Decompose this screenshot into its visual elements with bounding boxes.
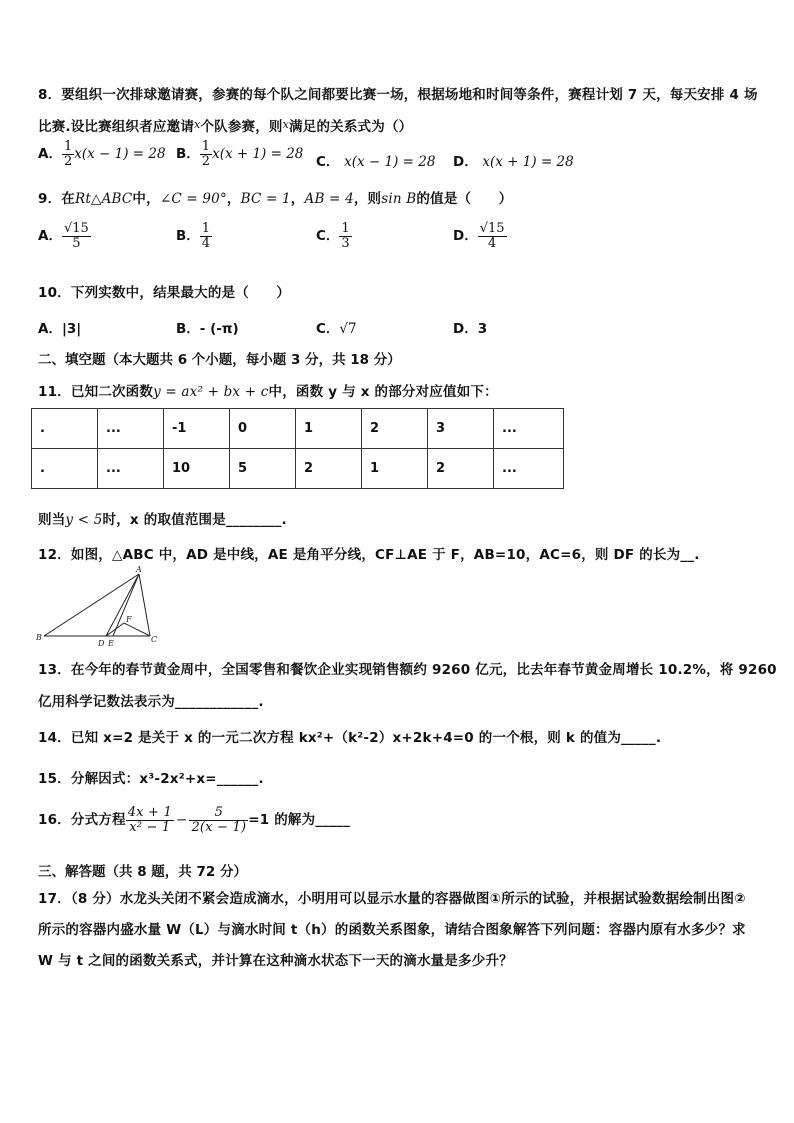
q9-option-a [38, 222, 91, 250]
option-label: B． [176, 146, 200, 163]
option-label: A． [38, 146, 62, 163]
q9-stem-part: ， [290, 191, 305, 207]
q14-stem: 14．已知 x=2 是关于 x 的一元二次方程 kx²+（k²-2）x+2k+4=0 的一个根，则 k 的值为_____. [38, 730, 662, 746]
section-fill-in-heading: 二、填空题（本大题共 6 个小题，每小题 3 分，共 18 分） [38, 352, 401, 368]
q12-stem: 12．如图，△ABC 中，AD 是中线，AE 是角平分线，CF⊥AE 于 F，AB=10，AC=6，则 DF 的长为__. [38, 547, 700, 563]
frac-num: 1 [201, 139, 211, 154]
table-cell: ... [98, 409, 164, 449]
q16-stem-part: =1 的解为_____ [248, 812, 351, 829]
table-row [32, 409, 564, 449]
q16-stem [38, 806, 350, 834]
q9-stem-part: 的值是（ ） [416, 191, 513, 207]
q11-stem [38, 380, 498, 400]
option-value: √7 [339, 321, 357, 337]
frac-num: 1 [201, 221, 211, 236]
q8-option-b [176, 140, 303, 168]
label-e: E [108, 639, 114, 648]
q9-stem-part: 9．在 [38, 191, 75, 207]
table-row [32, 449, 564, 489]
q10-option-b [176, 317, 239, 337]
segment-cf [124, 623, 150, 636]
table-cell: 5 [230, 449, 296, 489]
q8-option-a [38, 140, 166, 168]
table-cell: 2 [428, 449, 494, 489]
table-cell: ... [494, 449, 564, 489]
table-cell: . [32, 449, 98, 489]
option-expr: x(x + 1) = 28 [212, 146, 304, 163]
q9-option-b [176, 222, 212, 250]
option-label: C． [316, 321, 340, 337]
label-b: B [36, 633, 42, 642]
q10-option-c [316, 317, 357, 337]
option-label: B． [176, 228, 200, 245]
frac-num: √15 [63, 221, 89, 236]
table-cell: -1 [164, 409, 230, 449]
frac-num: 1 [341, 221, 350, 236]
label-f: F [126, 615, 132, 624]
option-expr: x(x − 1) = 28 [74, 146, 166, 163]
option-label: D． [453, 321, 478, 337]
segment-ac [139, 574, 150, 636]
q12-triangle-figure [36, 566, 166, 648]
q8-var: x [194, 118, 201, 131]
segment-ae [113, 574, 139, 636]
option-label: B． [176, 321, 200, 337]
q13-line2: 亿用科学记数法表示为____________. [38, 694, 264, 710]
q8-stem-line2 [38, 115, 412, 135]
q11-tail [38, 508, 287, 528]
option-value: |3| [61, 321, 82, 337]
frac-num: √15 [479, 221, 505, 236]
q8-stem-part: 个队参赛，则 [200, 119, 283, 135]
label-d: D [98, 639, 105, 648]
table-cell: 2 [296, 449, 362, 489]
frac-num: 4x + 1 [127, 805, 172, 820]
label-c: C [151, 635, 158, 644]
q10-option-d [453, 317, 487, 337]
q8-option-c [316, 150, 435, 170]
minus-sign: − [175, 812, 188, 829]
q8-var: x [282, 118, 290, 131]
segment-df [106, 623, 124, 636]
table-cell: ... [98, 449, 164, 489]
segment-ad [106, 574, 139, 636]
q9-stem-part: 中， [132, 191, 160, 207]
q8-stem-part: 满足的关系式为（） [289, 119, 413, 135]
frac-den: 4 [201, 235, 211, 251]
q9-stem-part: ，则 [353, 191, 382, 207]
q11-value-table [31, 408, 564, 489]
q17-line3: W 与 t 之间的函数关系式，并计算在这种滴水状态下一天的滴水量是多少升？ [38, 953, 513, 969]
option-label: A． [38, 321, 62, 337]
q10-option-a [38, 317, 81, 337]
q13-line1: 13．在今年的春节黄金周中，全国零售和餐饮企业实现销售额约 9260 亿元，比去年春节黄金周增长 10.2%，将 9260 [38, 662, 777, 678]
q9-angle: ∠C = 90° [159, 191, 227, 207]
q11-tail-expr: y < 5 [65, 512, 103, 528]
section-answer-heading: 三、解答题（共 8 题，共 72 分） [38, 864, 247, 880]
frac-den: 2(x − 1) [191, 819, 247, 835]
option-label: D． [453, 228, 478, 245]
q8-option-d [453, 150, 574, 170]
table-cell: . [32, 409, 98, 449]
option-expr: x(x − 1) = 28 [344, 154, 436, 170]
q9-ab: AB = 4 [304, 191, 354, 207]
q8-stem-part: 比赛.设比赛组织者应邀请 [38, 119, 195, 135]
option-label: C． [316, 154, 340, 170]
q9-sin: sin B [381, 191, 417, 207]
table-cell: 1 [296, 409, 362, 449]
q15-stem: 15．分解因式：x³-2x²+x=______. [38, 771, 264, 787]
frac-den: 5 [72, 235, 81, 251]
option-value: - (-π) [199, 321, 239, 337]
frac-num: 5 [189, 806, 248, 821]
q11-stem-part: 中，函数 y 与 x 的部分对应值如下： [268, 384, 498, 400]
frac-den: x² − 1 [129, 819, 171, 835]
option-expr: x(x + 1) = 28 [482, 154, 574, 170]
table-cell: 1 [362, 449, 428, 489]
option-label: A． [38, 228, 62, 245]
q9-bc: BC = 1 [240, 191, 291, 207]
q10-stem: 10．下列实数中，结果最大的是（ ） [38, 285, 291, 301]
q9-option-c [316, 222, 352, 250]
q8-stem-line1: 8．要组织一次排球邀请赛，参赛的每个队之间都要比赛一场，根据场地和时间等条件，赛程计划 7 天，每天安排 4 场 [38, 87, 758, 103]
q9-option-d [453, 222, 507, 250]
frac-den: 2 [63, 153, 73, 169]
frac-den: 3 [341, 235, 350, 251]
q9-triangle: Rt△ABC [75, 191, 133, 207]
segment-ab [44, 574, 139, 636]
q11-expr: y = ax² + bx + c [153, 384, 269, 400]
q11-stem-part: 11．已知二次函数 [38, 384, 154, 400]
table-cell: ... [494, 409, 564, 449]
q11-tail-part: 则当 [38, 512, 66, 528]
table-cell: 2 [362, 409, 428, 449]
table-cell: 0 [230, 409, 296, 449]
frac-den: 4 [487, 235, 497, 251]
q11-tail-part: 时，x 的取值范围是________. [102, 512, 287, 528]
frac-den: 2 [201, 153, 211, 169]
q16-stem-part: 16．分式方程 [38, 812, 126, 829]
q17-line2: 所示的容器内盛水量 W（L）与滴水时间 t（h）的函数关系图象，请结合图象解答下列问题：容器内原有水多少？求 [38, 922, 746, 938]
q17-line1: 17．（8 分）水龙头关闭不紧会造成滴水，小明用可以显示水量的容器做图①所示的试验，并根据试验数据绘制出图② [38, 891, 746, 907]
option-label: C． [316, 228, 340, 245]
q9-stem [38, 187, 512, 207]
option-label: D． [453, 154, 478, 170]
frac-num: 1 [63, 139, 73, 154]
q9-stem-part: ， [226, 191, 241, 207]
table-cell: 10 [164, 449, 230, 489]
table-cell: 3 [428, 409, 494, 449]
option-value: 3 [477, 321, 488, 337]
label-a: A [136, 566, 142, 574]
